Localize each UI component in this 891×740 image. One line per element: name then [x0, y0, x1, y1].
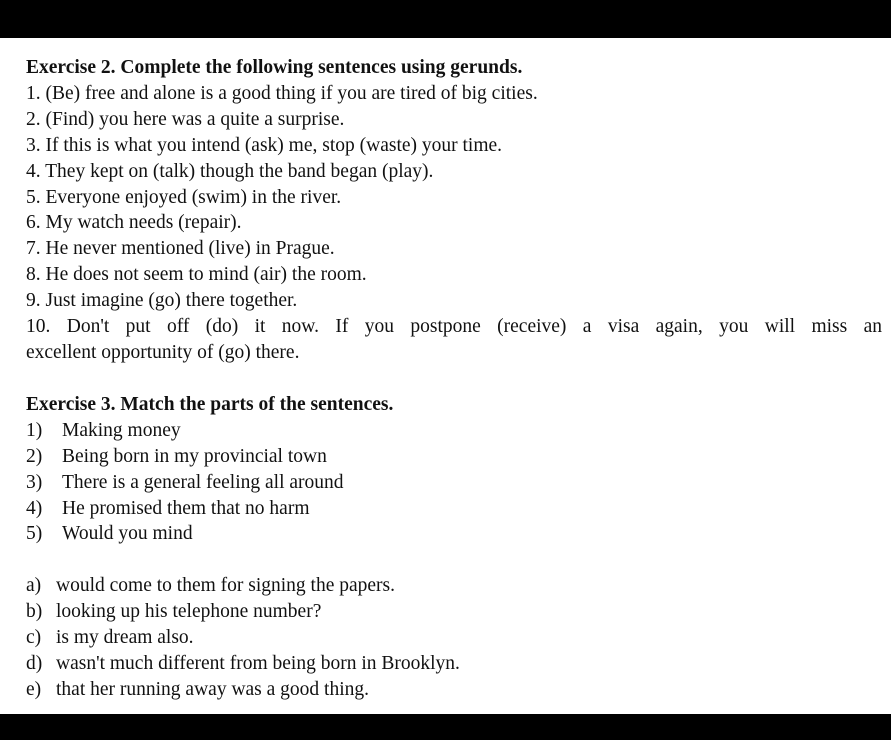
exercise-2-sentence: 7. He never mentioned (live) in Prague. [26, 238, 335, 260]
sentence-ending-item [26, 651, 882, 677]
sentence-start-item [26, 521, 882, 547]
item-text: would come to them for signing the papers. [56, 575, 396, 597]
exercise-2-sentence: 9. Just imagine (go) there together. [26, 290, 298, 312]
sentence-start-item [26, 470, 882, 496]
exercise-2-sentence: 6. My watch needs (repair). [26, 212, 242, 234]
exercise-2-title: Exercise 2. Complete the following sentences using gerunds. [26, 57, 523, 78]
item-text: Making money [62, 419, 181, 441]
item-marker: e) [26, 678, 42, 700]
worksheet-content [26, 55, 882, 703]
item-text: is my dream also. [56, 627, 194, 649]
item-text: looking up his telephone number? [56, 601, 322, 623]
item-marker: c) [26, 627, 42, 649]
sentence-start-item [26, 444, 882, 470]
section-spacer [26, 366, 882, 392]
sentence-ending-item [26, 573, 882, 599]
item-marker: 5) [26, 523, 43, 545]
item-marker: 4) [26, 497, 43, 519]
item-marker: b) [26, 601, 43, 623]
sentence-ending-item [26, 599, 882, 625]
exercise-2-sentence: 8. He does not seem to mind (air) the room. [26, 264, 367, 286]
exercise-3-title: Exercise 3. Match the parts of the sentences. [26, 393, 394, 415]
exercise-2-sentence: 2. (Find) you here was a quite a surprise. [26, 108, 345, 130]
item-marker: 3) [26, 471, 43, 493]
exercise-2-sentence-10-line-2: excellent opportunity of (go) there. [26, 341, 300, 363]
item-marker: 1) [26, 419, 43, 441]
exercise-2-sentence: 4. They kept on (talk) though the band began (play). [26, 160, 434, 182]
section-spacer [26, 547, 882, 573]
item-marker: d) [26, 653, 43, 675]
exercise-2-sentence-10-line-1: 10. Don't put off (do) it now. If you postpone (receive) a visa again, you will miss an [26, 316, 882, 338]
exercise-2-sentence: 1. (Be) free and alone is a good thing if you are tired of big cities. [26, 82, 538, 104]
item-marker: 2) [26, 445, 43, 467]
item-text: Being born in my provincial town [62, 445, 327, 467]
sentence-start-item [26, 418, 882, 444]
sentence-start-item [26, 496, 882, 522]
worksheet-page [0, 38, 891, 714]
exercise-2-sentence: 5. Everyone enjoyed (swim) in the river. [26, 186, 342, 208]
sentence-ending-item [26, 625, 882, 651]
exercise-2-sentence: 3. If this is what you intend (ask) me, stop (waste) your time. [26, 134, 503, 156]
sentence-ending-item [26, 677, 882, 703]
item-text: that her running away was a good thing. [56, 678, 370, 700]
item-text: Would you mind [62, 523, 193, 545]
item-text: There is a general feeling all around [62, 471, 344, 493]
item-text: wasn't much different from being born in Brooklyn. [56, 653, 460, 675]
item-marker: a) [26, 575, 42, 597]
item-text: He promised them that no harm [62, 497, 310, 519]
